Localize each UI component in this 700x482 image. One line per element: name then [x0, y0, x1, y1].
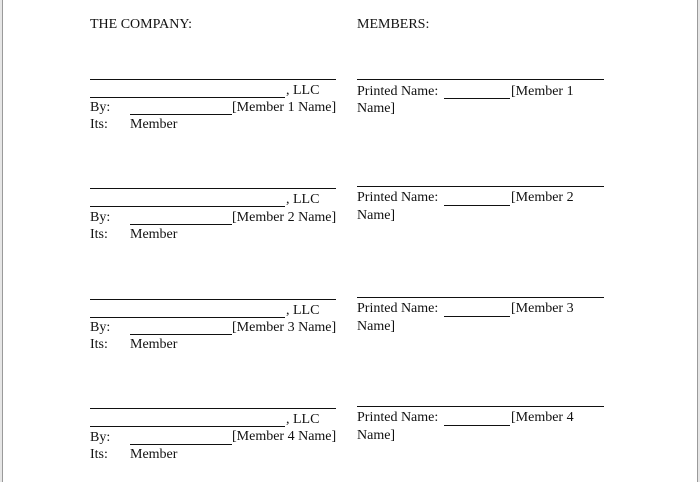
- by-label: By:: [90, 210, 111, 225]
- member-signature-line: [357, 186, 604, 187]
- member-name-tag: [Member 3 Name]: [232, 320, 337, 335]
- company-signature-line: [90, 188, 336, 189]
- member-signature-line: [357, 297, 604, 298]
- llc-suffix: , LLC: [286, 412, 320, 427]
- by-label: By:: [90, 430, 111, 445]
- by-signature-line: [130, 224, 232, 225]
- llc-name-line: [90, 206, 285, 207]
- members-header: MEMBERS:: [357, 17, 430, 32]
- printed-name-label: Printed Name:: [357, 84, 439, 99]
- member-tag-line1: [Member 1: [511, 84, 574, 99]
- its-label: Its:: [90, 227, 108, 242]
- its-value: Member: [130, 117, 178, 132]
- member-tag-line1: [Member 3: [511, 301, 574, 316]
- member-name-tag: [Member 4 Name]: [232, 429, 337, 444]
- its-label: Its:: [90, 447, 108, 462]
- member-tag-line2: Name]: [357, 208, 396, 223]
- printed-name-label: Printed Name:: [357, 301, 439, 316]
- printed-name-line: [444, 316, 510, 317]
- company-signature-line: [90, 408, 336, 409]
- printed-name-line: [444, 425, 510, 426]
- printed-name-label: Printed Name:: [357, 410, 439, 425]
- llc-suffix: , LLC: [286, 192, 320, 207]
- member-signature-line: [357, 406, 604, 407]
- member-signature-line: [357, 79, 604, 80]
- llc-suffix: , LLC: [286, 303, 320, 318]
- by-label: By:: [90, 100, 111, 115]
- printed-name-line: [444, 205, 510, 206]
- document-page: [2, 0, 698, 482]
- llc-name-line: [90, 317, 285, 318]
- its-value: Member: [130, 447, 178, 462]
- by-signature-line: [130, 334, 232, 335]
- member-tag-line2: Name]: [357, 101, 396, 116]
- member-name-tag: [Member 2 Name]: [232, 210, 337, 225]
- llc-suffix: , LLC: [286, 83, 320, 98]
- member-name-tag: [Member 1 Name]: [232, 100, 337, 115]
- company-signature-line: [90, 79, 336, 80]
- member-tag-line2: Name]: [357, 319, 396, 334]
- company-signature-line: [90, 299, 336, 300]
- member-tag-line1: [Member 2: [511, 190, 574, 205]
- its-label: Its:: [90, 117, 108, 132]
- member-tag-line2: Name]: [357, 428, 396, 443]
- its-label: Its:: [90, 337, 108, 352]
- printed-name-line: [444, 98, 510, 99]
- by-signature-line: [130, 114, 232, 115]
- its-value: Member: [130, 337, 178, 352]
- by-label: By:: [90, 320, 111, 335]
- printed-name-label: Printed Name:: [357, 190, 439, 205]
- company-header: THE COMPANY:: [90, 17, 193, 32]
- member-tag-line1: [Member 4: [511, 410, 574, 425]
- llc-name-line: [90, 426, 285, 427]
- its-value: Member: [130, 227, 178, 242]
- llc-name-line: [90, 97, 285, 98]
- by-signature-line: [130, 444, 232, 445]
